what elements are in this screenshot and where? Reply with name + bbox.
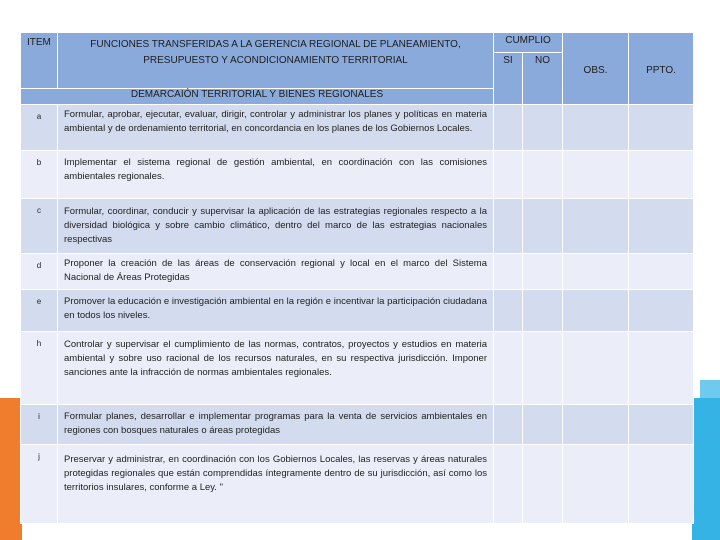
si-cell [494,290,523,332]
row-letter: j [21,445,58,524]
obs-cell [563,405,629,445]
obs-cell [563,199,629,254]
row-letter: d [21,254,58,290]
table-row [21,151,694,199]
no-cell [523,105,563,151]
ppto-cell [629,151,694,199]
header-si: SI [494,53,523,105]
row-letter: e [21,290,58,332]
row-letter: b [21,151,58,199]
table-row [21,332,694,405]
no-cell [523,199,563,254]
si-cell [494,254,523,290]
row-description: Preservar y administrar, en coordinación con los Gobiernos Locales, las reservas y áreas naturales protegidas regionales que están comprendidas íntegramente dentro de su jurisdicción, así como los territorios insulares, conforme a Ley. " [58,445,494,524]
si-cell [494,332,523,405]
si-cell [494,199,523,254]
row-description: Proponer la creación de las áreas de conservación regional y local en el marco del Sistema Nacional de Áreas Protegidas [58,254,494,290]
si-cell [494,445,523,524]
row-description: Promover la educación e investigación ambiental en la región e incentivar la participación ciudadana en todos los niveles. [58,290,494,332]
table-row [21,199,694,254]
row-description: Formular, coordinar, conducir y supervisar la aplicación de las estrategias regionales respecto a la diversidad biológica y sobre cambio climático, dentro del marco de las estrategias nacionales respectivas [58,199,494,254]
row-letter: c [21,199,58,254]
table-row [21,254,694,290]
decorative-blue-bar [692,398,720,540]
row-letter: a [21,105,58,151]
ppto-cell [629,405,694,445]
decorative-orange-bar [0,398,22,540]
obs-cell [563,254,629,290]
no-cell [523,332,563,405]
table-row [21,105,694,151]
table-row [21,445,694,524]
row-description: Formular, aprobar, ejecutar, evaluar, dirigir, controlar y administrar los planes y políticas en materia ambiental y de ordenamiento territorial, en concordancia en los planes de los Gobiernos Locales. [58,105,494,151]
ppto-cell [629,332,694,405]
ppto-cell [629,254,694,290]
obs-cell [563,290,629,332]
header-functions-title: FUNCIONES TRANSFERIDAS A LA GERENCIA REGIONAL DE PLANEAMIENTO, PRESUPUESTO Y ACONDICIONAMIENTO TERRITORIAL [58,33,494,89]
header-ppto: PPTO. [629,33,694,105]
ppto-cell [629,105,694,151]
row-letter: h [21,332,58,405]
no-cell [523,151,563,199]
obs-cell [563,151,629,199]
table-row [21,405,694,445]
section-title: DEMARCAIÓN TERRITORIAL Y BIENES REGIONALES [21,89,494,105]
no-cell [523,254,563,290]
row-letter: i [21,405,58,445]
header-item: ITEM [21,33,58,89]
obs-cell [563,332,629,405]
header-cumplio: CUMPLIO [494,33,563,53]
header-no: NO [523,53,563,105]
obs-cell [563,445,629,524]
si-cell [494,105,523,151]
ppto-cell [629,445,694,524]
row-description: Formular planes, desarrollar e implementar programas para la venta de servicios ambientales en regiones con bosques naturales o áreas protegidas [58,405,494,445]
functions-table [20,32,694,524]
no-cell [523,445,563,524]
ppto-cell [629,199,694,254]
no-cell [523,290,563,332]
table-row [21,290,694,332]
obs-cell [563,105,629,151]
header-obs: OBS. [563,33,629,105]
si-cell [494,151,523,199]
no-cell [523,405,563,445]
si-cell [494,405,523,445]
row-description: Controlar y supervisar el cumplimiento de las normas, contratos, proyectos y estudios en materia ambiental y sobre uso racional de los recursos naturales, en su respectiva jurisdicción. Imponer sanciones ante la infracción de normas ambientales regionales. [58,332,494,405]
row-description: Implementar el sistema regional de gestión ambiental, en coordinación con las comisiones ambientales regionales. [58,151,494,199]
ppto-cell [629,290,694,332]
